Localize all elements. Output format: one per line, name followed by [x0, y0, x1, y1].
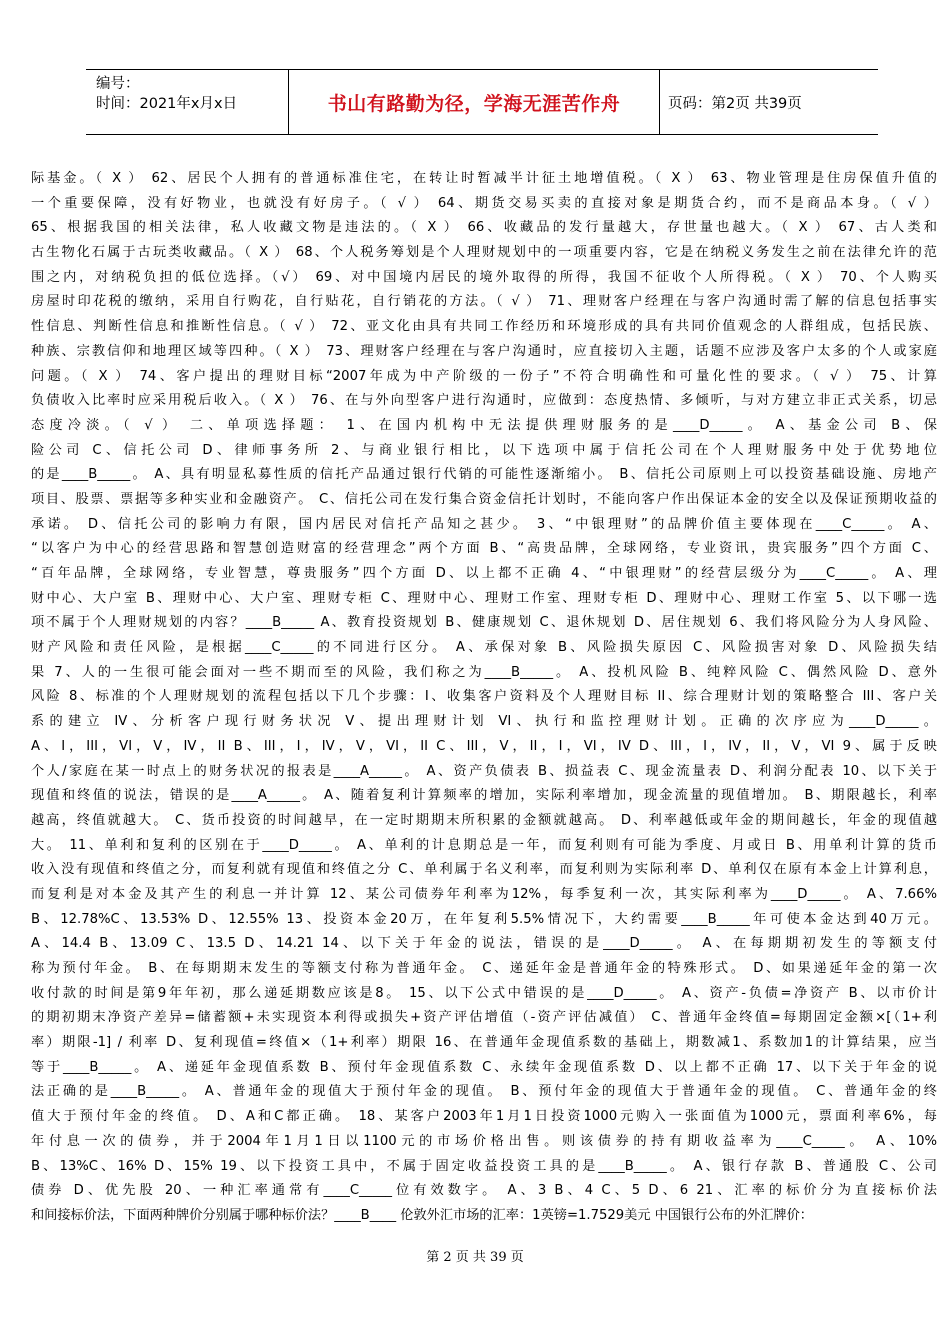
text-line: 率）期限-1] / 利率 D、复利现值=终值×（1+利率）期限 16、在普通年金现值系数的基础上，期数减1、系数加1的计算结果，应当 — [31, 1035, 937, 1051]
text-line: 财中心、大户室 B、理财中心、大户室、理财专柜 C、理财中心、理财工作室、理财专柜 D、理财中心、理财工作室 5、以下哪一选 — [31, 590, 937, 606]
text-line: 现值和终值的说法，错误的是____A_____。 A、随着复利计算频率的增加，实际利率增加，现金流量的现值增加。 B、期限越长，利率 — [31, 788, 937, 804]
text-line: 一个重要保障，没有好物业，也就没有好房子。（ √ ） 64、期货交易买卖的直接对象是期货合约，而不是商品本身。（ √ ） — [31, 195, 937, 211]
text-line: “百年品牌，全球网络，专业智慧，尊贵服务”四个方面 D、以上都不正确 4、“中银理财”的经营层级分为____C_____。 A、理 — [31, 566, 937, 581]
text-line: 称为预付年金。 B、在每期期末发生的等额支付称为普通年金。 C、递延年金是普通年金的特殊形式。 D、如果递延年金的第一次 — [31, 961, 937, 976]
text-line: 古生物化石属于古玩类收藏品。（ X ） 68、个人税务筹划是个人理财规划中的一项重要内容，它是在纳税义务发生之前在法律允许的范 — [31, 245, 937, 261]
text-line: 个人/家庭在某一时点上的财务状况的报表是____A_____。 A、资产负债表 B、损益表 C、现金流量表 D、利润分配表 10、以下关于 — [31, 763, 937, 779]
text-line: B、12.78%C、13.53% D、12.55% 13、投资本金20万，在年复利5.5%情况下，大约需要____B_____年可使本金达到40万元。 — [31, 911, 937, 927]
page-header — [86, 69, 878, 135]
text-line: 种族、宗教信仰和地理区域等四种。（ X ） 73、理财客户经理在与客户沟通时，应直接切入主题，话题不应涉及客户太多的个人或家庭 — [31, 343, 937, 359]
text-line: 态度冷淡。（ √ ） 二、单项选择题： 1、在国内机构中无法提供理财服务的是____D_____。 A、基金公司 B、保 — [31, 417, 937, 433]
text-line: 风险 8、标准的个人理财规划的流程包括以下几个步骤：I、收集客户资料及个人理财目标 II、综合理财计划的策略整合 III、客户关 — [31, 689, 937, 705]
text-line: 围之内，对纳税负担的低位选择。（√） 69、对中国境内居民的境外取得的所得，我国不征收个人所得税。（ X ） 70、个人购买 — [31, 269, 937, 285]
text-line: 大。 11、单利和复利的区别在于____D_____。 A、单利的计息期总是一年，而复利则有可能为季度、月或日 B、用单利计算的货币 — [31, 837, 937, 853]
text-line: 而复利是对本金及其产生的利息一并计算 12、某公司债券年利率为12%，每季复利一次，其实际利率为____D_____。 A、7.66% — [31, 886, 937, 902]
text-line: 果 7、人的一生很可能会面对一些不期而至的风险，我们称之为____B_____。 A、投机风险 B、纯粹风险 C、偶然风险 D、意外 — [31, 664, 937, 680]
text-line: 的期初期末净资产差异=储蓄额+未实现资本利得或损失+资产评估增值（-资产评估减值） C、普通年金终值=每期固定金额×[（1+利 — [31, 1010, 937, 1026]
text-line: 承诺。 D、信托公司的影响力有限，国内居民对信托产品知之甚少。 3、“中银理财”的品牌价值主要体现在____C_____。 A、 — [31, 516, 937, 532]
document-time-label: 时间：2021年x月x日 — [96, 96, 238, 112]
text-line: A、I，III，VI，V，IV，II B、III，I，IV，V，VI，II C、III，V，II，I，VI，IV D、III，I，IV，II，V，VI 9、属于反映 — [31, 738, 937, 754]
text-line: 和间接标价法，下面两种牌价分别属于哪种标价法？____B____ 伦敦外汇市场的汇率：1英镑=1.7529美元 中国银行公布的外汇牌价： — [31, 1207, 813, 1223]
header-page-info: 页码：第2页 共39页 — [668, 95, 802, 112]
text-line: 债券 D、优先股 20、一种汇率通常有____C_____位有效数字。 A、3 B、4 C、5 D、6 21、汇率的标价分为直接标价法 — [31, 1183, 937, 1199]
text-line: 越高，终值就越大。 C、货币投资的时间越早，在一定时期期末所积累的金额就越高。 D、利率越低或年金的期间越长，年金的现值越 — [31, 812, 937, 828]
text-line: 项不属于个人理财规划的内容？____B_____ A、教育投资规划 B、健康规划 C、退休规划 D、居住规划 6、我们将风险分为人身风险、 — [31, 615, 937, 631]
text-line: 等于____B_____。 A、递延年金现值系数 B、预付年金现值系数 C、永续年金现值系数 D、以上都不正确 17、以下关于年金的说 — [31, 1059, 937, 1075]
text-line: 收付款的时间是第9年年初，那么递延期数应该是8。 15、以下公式中错误的是____D_____。 A、资产-负债=净资产 B、以市价计 — [31, 985, 937, 1001]
text-line: 年付息一次的债券，并于2004年1月1日以1100元的市场价格出售。则该债券的持有期收益率为____C_____。 A、10% — [31, 1133, 937, 1149]
text-line: 65、根据我国的相关法律，私人收藏文物是违法的。（ X ） 66、收藏品的发行量越大，存世量也越大。（ X ） 67、古人类和 — [31, 220, 937, 236]
text-line: 险公司 C、信托公司 D、律师事务所 2、与商业银行相比，以下选项中属于信托公司在个人理财服务中处于优势地位 — [31, 442, 937, 458]
document-body — [31, 167, 937, 1229]
text-line: 值大于预付年金的终值。 D、A和C都正确。 18、某客户2003年1月1日投资1000元购入一张面值为1000元，票面利率6%，每 — [31, 1109, 937, 1125]
text-line: 财产风险和责任风险，是根据____C_____的不同进行区分。 A、承保对象 B、风险损失原因 C、风险损害对象 D、风险损失结 — [31, 640, 937, 656]
text-line: 房屋时印花税的缴纳，采用自行购花，自行贴花，自行销花的方法。（ √ ） 71、理财客户经理在与客户沟通时需了解的信息包括事实 — [31, 294, 937, 310]
text-line: “以客户为中心的经营思路和智慧创造财富的经营理念”两个方面 B、“高贵品牌，全球网络，专业资讯，贵宾服务”四个方面 C、 — [31, 541, 937, 557]
text-line: 负债收入比率时应采用税后收入。（ X ） 76、在与外向型客户进行沟通时，应做到：态度热情、多倾听，与对方建立非正式关系，切忌 — [31, 393, 937, 409]
text-line: 系的建立 IV、分析客户现行财务状况 V、提出理财计划 VI、执行和监控理财计划。正确的次序应为____D_____。 — [31, 714, 937, 730]
header-meta — [86, 70, 288, 134]
text-line: 性信息、判断性信息和推断性信息。（ √ ） 72、亚文化由具有共同工作经历和环境形成的具有共同价值观念的人群组成，包括民族、 — [31, 319, 937, 335]
page-footer: 第 2 页 共 39 页 — [426, 1250, 524, 1265]
text-line: B、13%C、16% D、15% 19、以下投资工具中，不属于固定收益投资工具的是____B_____。 A、银行存款 B、普通股 C、公司 — [31, 1158, 937, 1174]
text-line: 收入没有现值和终值之分，而复利就有现值和终值之分 C、单利属于名义利率，而复利则为实际利率 D、单利仅在原有本金上计算利息， — [31, 862, 937, 878]
text-line: 法正确的是____B_____。 A、普通年金的现值大于预付年金的现值。 B、预付年金的现值大于普通年金的现值。 C、普通年金的终 — [31, 1084, 937, 1100]
header-motto: 书山有路勤为径，学海无涯苦作舟 — [288, 70, 660, 134]
text-line: 问题。（ X ） 74、客户提出的理财目标“2007年成为中产阶级的一份子”不符合明确性和可量化性的要求。（ √ ） 75、计算 — [31, 368, 937, 384]
text-line: 的是____B_____。 A、具有明显私募性质的信托产品通过银行代销的可能性逐渐缩小。 B、信托公司原则上可以投资基础设施、房地产 — [31, 467, 937, 483]
text-line: 项目、股票、票据等多种实业和金融资产。 C、信托公司在发行集合资金信托计划时，不能向客户作出保证本金的安全以及保证预期收益的 — [31, 491, 937, 507]
document-number-label: 编号： — [96, 76, 140, 92]
text-line: 际基金。（ X ） 62、居民个人拥有的普通标准住宅，在转让时暂减半计征土地增值税。（ X ） 63、物业管理是住房保值升值的 — [31, 171, 937, 186]
text-line: A、14.4 B、13.09 C、13.5 D、14.21 14、以下关于年金的说法，错误的是____D_____。 A、在每期期初发生的等额支付 — [31, 936, 937, 952]
